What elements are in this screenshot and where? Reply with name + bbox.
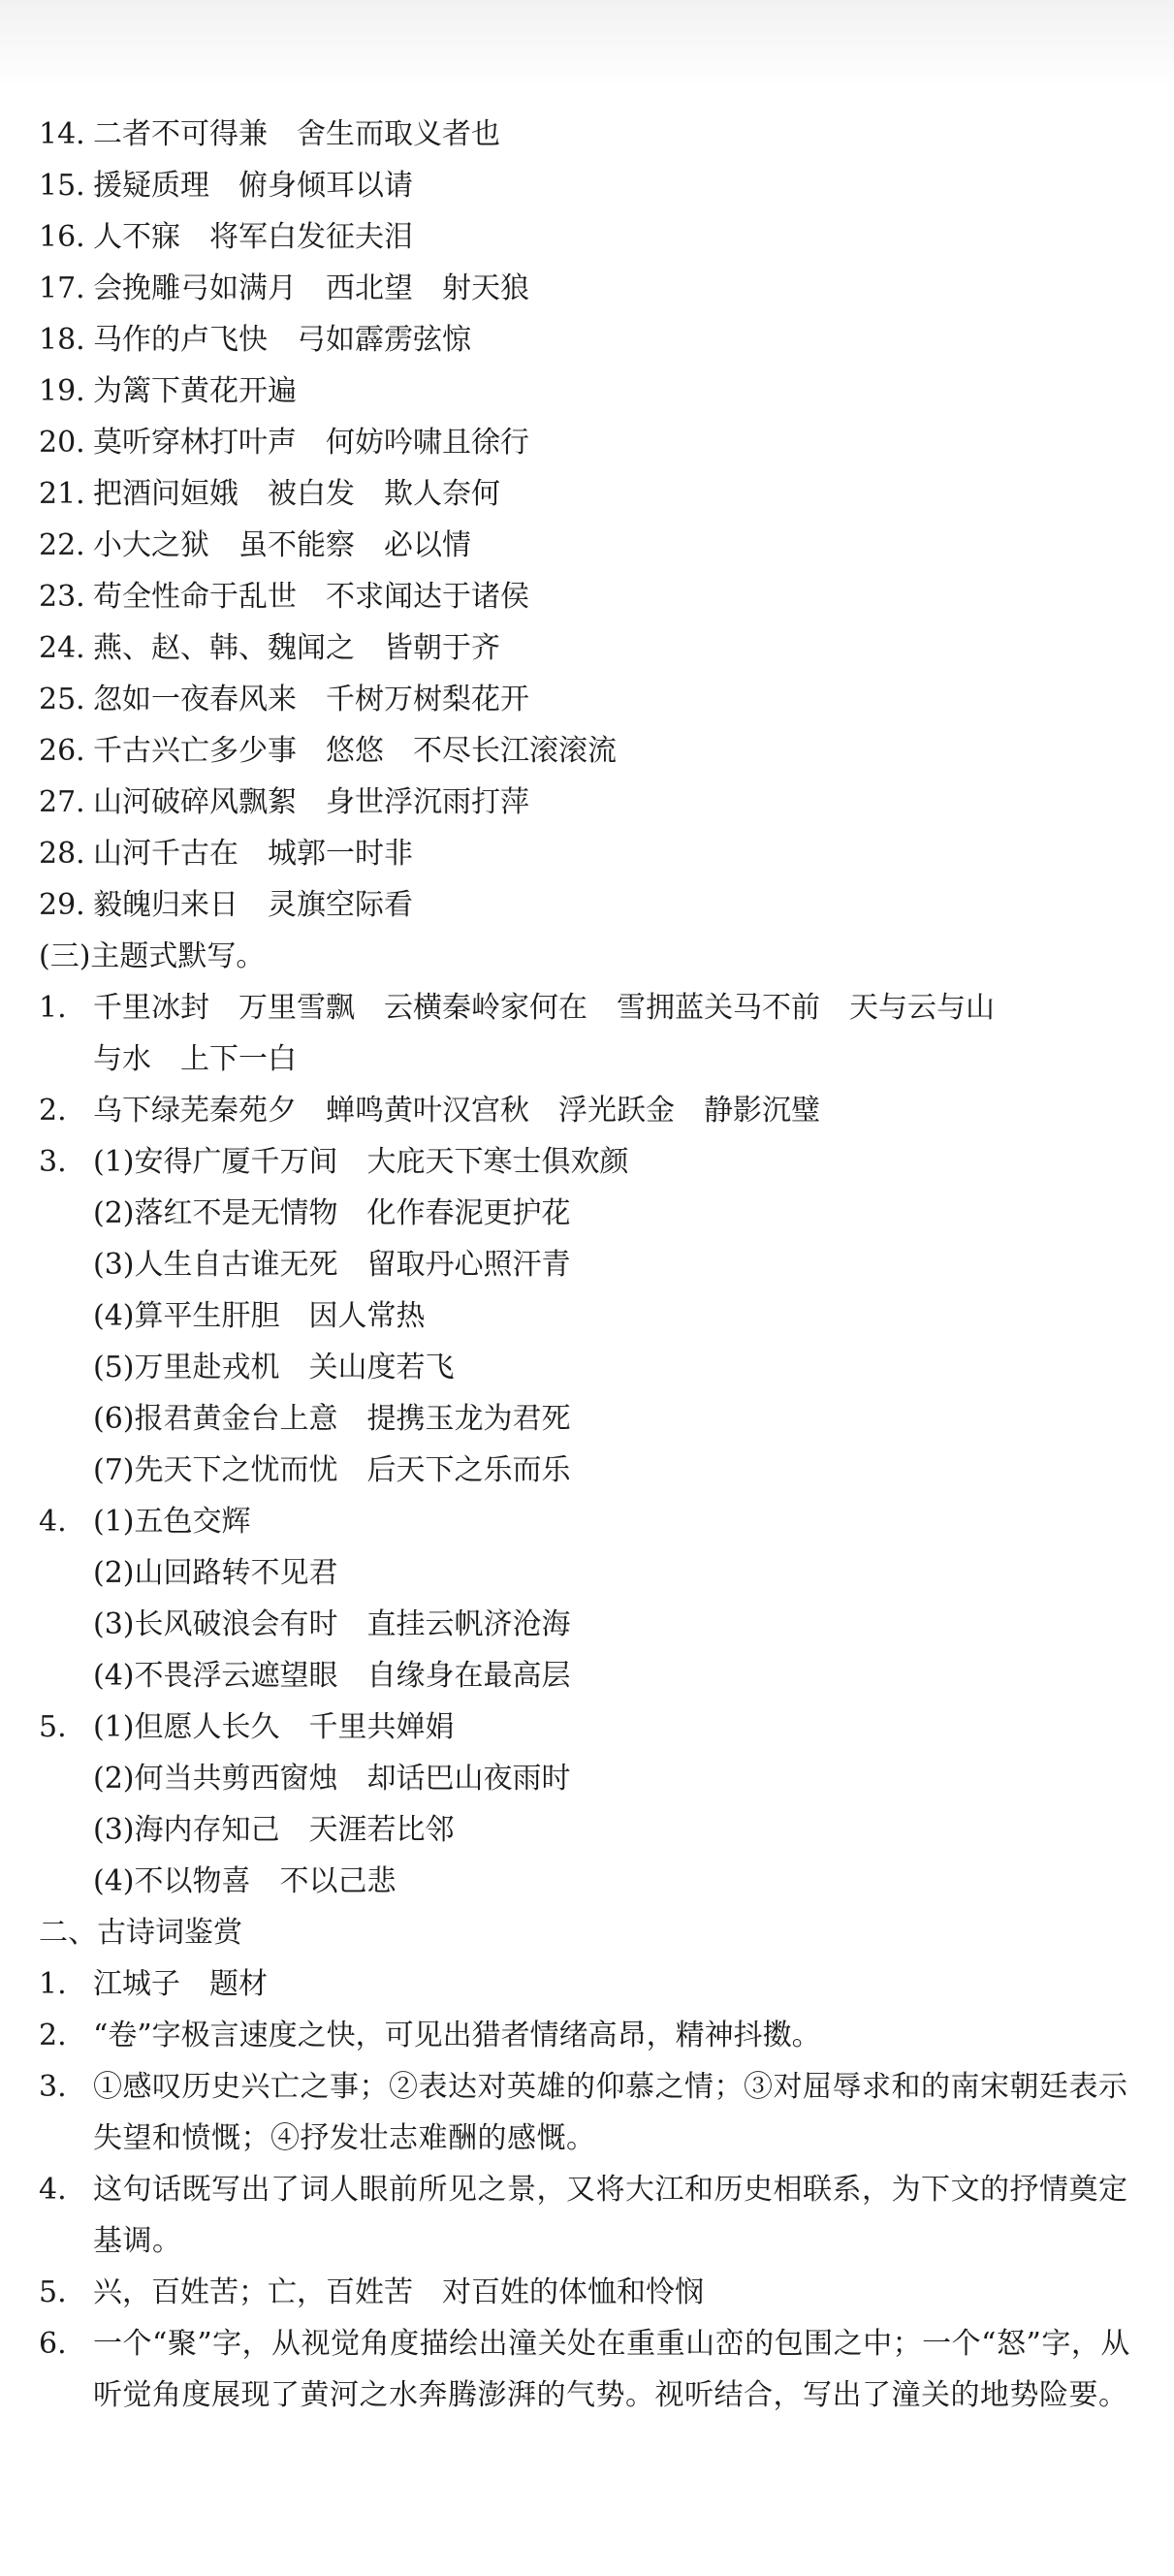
list-item: 3. ①感叹历史兴亡之事；②表达对英雄的仰慕之情；③对屈辱求和的南宋朝廷表示失望和愤慨；④抒发壮志难酬的感慨。 bbox=[39, 2070, 1128, 2155]
sub-item: (4)不畏浮云遮望眼 自缘身在最高层 bbox=[93, 1659, 571, 1693]
sub-item: (3)海内存知己 天涯若比邻 bbox=[93, 1813, 455, 1847]
list-item: 27. 山河破碎风飘絮 身世浮沉雨打萍 bbox=[39, 785, 529, 819]
list-item: 1. 江城子 题材 bbox=[39, 1967, 268, 2001]
sub-item: (3)人生自古谁无死 留取丹心照汗青 bbox=[93, 1248, 571, 1282]
list-item: 2. 乌下绿芜秦苑夕 蝉鸣黄叶汉宫秋 浮光跃金 静影沉璧 bbox=[39, 1094, 820, 1128]
list-item: 5. (1)但愿人长久 千里共婵娟 bbox=[39, 1710, 455, 1744]
list-item: 20. 莫听穿林打叶声 何妨吟啸且徐行 bbox=[39, 426, 529, 460]
list-item: 29. 毅魄归来日 灵旗空际看 bbox=[39, 888, 413, 922]
sub-item: (2)山回路转不见君 bbox=[93, 1556, 338, 1590]
sub-item: (7)先天下之忧而忧 后天下之乐而乐 bbox=[93, 1453, 571, 1487]
list-item: 22. 小大之狱 虽不能察 必以情 bbox=[39, 528, 471, 562]
list-item: 16. 人不寐 将军白发征夫泪 bbox=[39, 220, 413, 254]
sub-item: (2)何当共剪西窗烛 却话巴山夜雨时 bbox=[93, 1762, 571, 1796]
list-item: 28. 山河千古在 城郭一时非 bbox=[39, 837, 413, 871]
sub-item: (5)万里赴戎机 关山度若飞 bbox=[93, 1351, 455, 1384]
recitation-list bbox=[39, 109, 1135, 931]
list-item: 2. “卷”字极言速度之快，可见出猎者情绪高昂，精神抖擞。 bbox=[39, 2019, 821, 2052]
sub-item: (3)长风破浪会有时 直挂云帆济沧海 bbox=[93, 1607, 571, 1641]
list-item: 15. 援疑质理 俯身倾耳以请 bbox=[39, 169, 413, 203]
poetry-appreciation bbox=[39, 1958, 1135, 2421]
sub-item: (4)算平生肝胆 因人常热 bbox=[93, 1299, 426, 1333]
list-item: 4. 这句话既写出了词人眼前所见之景，又将大江和历史相联系，为下文的抒情奠定基调。 bbox=[39, 2173, 1128, 2258]
list-item: 24. 燕、赵、韩、魏闻之 皆朝于齐 bbox=[39, 631, 500, 665]
list-item: 23. 苟全性命于乱世 不求闻达于诸侯 bbox=[39, 580, 529, 614]
list-item: 14. 二者不可得兼 舍生而取义者也 bbox=[39, 117, 500, 151]
list-item: 21. 把酒问姮娥 被白发 欺人奈何 bbox=[39, 477, 500, 511]
list-item: 6. 一个“聚”字，从视觉角度描绘出潼关处在重重山峦的包围之中；一个“怒”字，从听觉角度展现了黄河之水奔腾澎湃的气势。视听结合，写出了潼关的地势险要。 bbox=[39, 2327, 1130, 2412]
theme-recitation bbox=[39, 982, 1135, 1907]
sub-item: (2)落红不是无情物 化作春泥更护花 bbox=[93, 1196, 571, 1230]
list-item: 19. 为篱下黄花开遍 bbox=[39, 374, 297, 408]
list-item: 4. (1)五色交辉 bbox=[39, 1505, 251, 1539]
list-item: 25. 忽如一夜春风来 千树万树梨花开 bbox=[39, 683, 529, 716]
section-heading-poetry-appreciation: 二、古诗词鉴赏 bbox=[39, 1916, 242, 1950]
section-heading-theme-recitation: (三)主题式默写。 bbox=[39, 939, 266, 973]
sub-item: (6)报君黄金台上意 提携玉龙为君死 bbox=[93, 1402, 571, 1436]
list-item: 17. 会挽雕弓如满月 西北望 射天狼 bbox=[39, 271, 529, 305]
list-item-continuation: 与水 上下一白 bbox=[93, 1042, 297, 1076]
list-item: 5. 兴，百姓苦；亡，百姓苦 对百姓的体恤和怜悯 bbox=[39, 2275, 704, 2309]
list-item: 1. 千里冰封 万里雪飘 云横秦岭家何在 雪拥蓝关马不前 天与云与山 bbox=[39, 991, 995, 1025]
sub-item: (4)不以物喜 不以己悲 bbox=[93, 1864, 397, 1898]
list-item: 18. 马作的卢飞快 弓如霹雳弦惊 bbox=[39, 323, 471, 357]
list-item: 3. (1)安得广厦千万间 大庇天下寒士俱欢颜 bbox=[39, 1145, 629, 1179]
list-item: 26. 千古兴亡多少事 悠悠 不尽长江滚滚流 bbox=[39, 734, 617, 768]
